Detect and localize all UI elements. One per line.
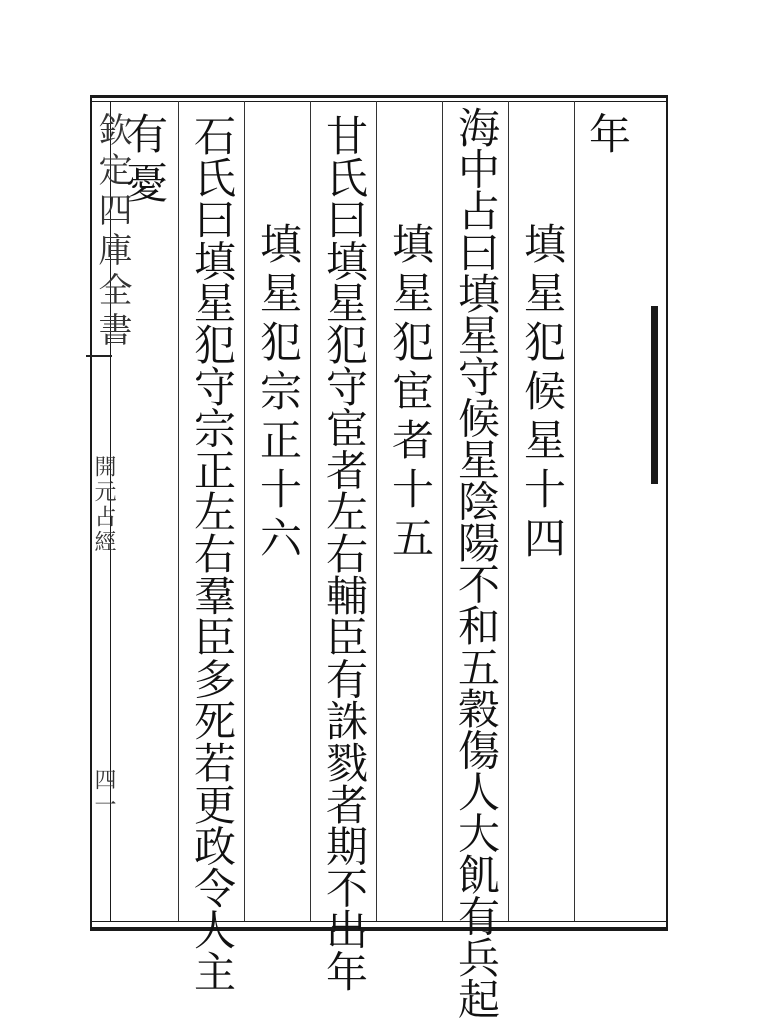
bottom-border-thin [90, 921, 668, 922]
column-divider [178, 101, 179, 921]
text-column-heading-15: 填星犯宦者十五 [386, 222, 435, 565]
text-column-continuation: 有憂 [120, 112, 169, 210]
margin-volume-label: 開元占經 [91, 455, 116, 555]
text-column-body-15: 甘氏曰填星犯守宦者左右輔臣有誅戮者期不出年 [320, 114, 369, 992]
text-column-year: 年 [583, 112, 632, 161]
text-column-body-16: 石氏曰填星犯守宗正左右羣臣多死若更政令人主 [188, 114, 237, 992]
column-divider [376, 101, 377, 921]
column-divider [244, 101, 245, 921]
column-divider [508, 101, 509, 921]
fish-tail-mark [86, 355, 112, 365]
right-border [666, 95, 668, 931]
bottom-border [90, 927, 668, 931]
text-column-body-14: 海中占曰填星守候星陰陽不和五穀傷人大飢有兵起 [452, 106, 501, 1019]
margin-book-title: 欽定四庫全書 [92, 112, 132, 352]
page-edge-mark [651, 306, 658, 484]
top-border [90, 95, 668, 98]
column-divider [310, 101, 311, 921]
text-column-heading-14: 填星犯候星十四 [518, 222, 567, 565]
top-border-inner [90, 101, 668, 102]
column-divider [442, 101, 443, 921]
column-divider [574, 101, 575, 921]
text-column-heading-16: 填星犯宗正十六 [254, 222, 303, 565]
margin-page-number: 四一 [91, 768, 116, 818]
